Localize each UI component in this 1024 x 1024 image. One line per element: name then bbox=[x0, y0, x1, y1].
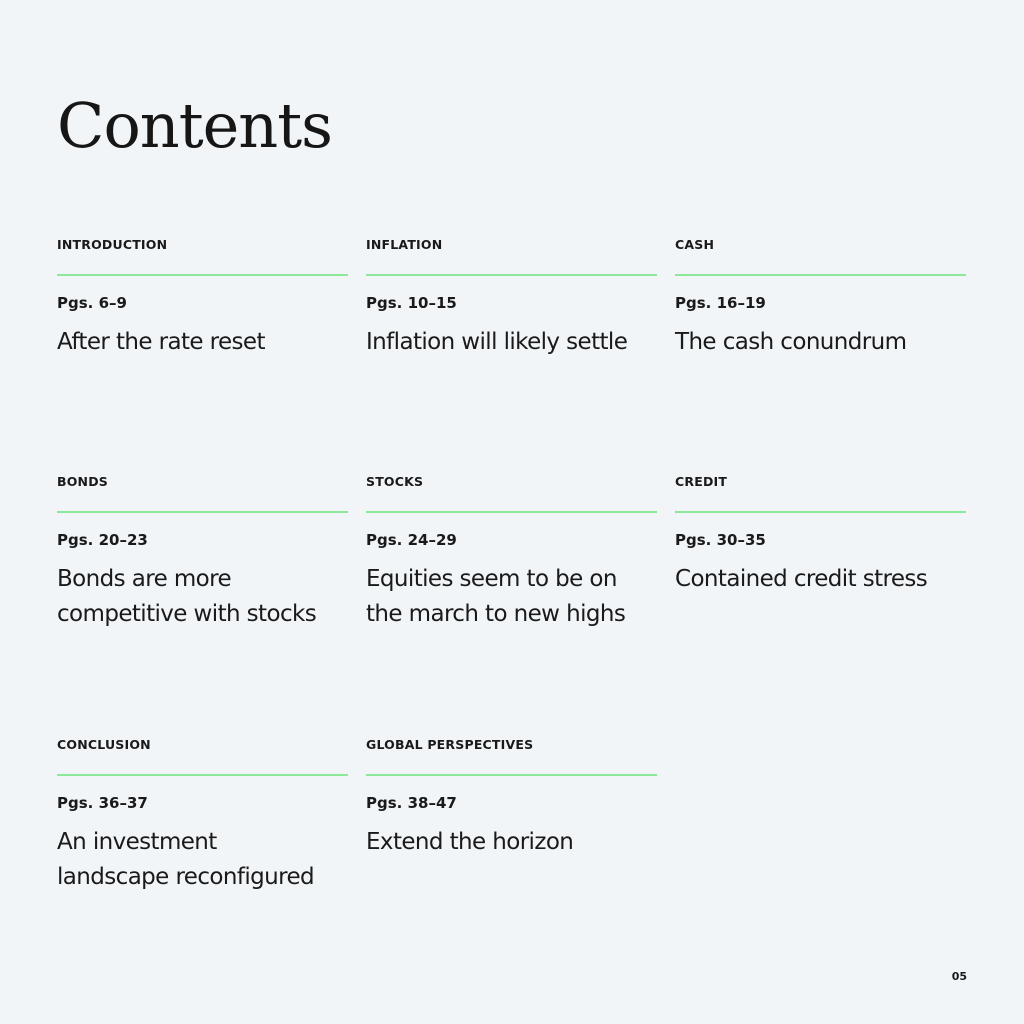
section-label: STOCKS bbox=[366, 474, 424, 489]
page-number: 05 bbox=[951, 970, 967, 983]
page-range: Pgs. 24–29 bbox=[366, 531, 457, 549]
toc-entry-conclusion[interactable] bbox=[57, 735, 348, 895]
entry-headline: The cash conundrum bbox=[675, 329, 907, 355]
toc-entry-global-perspectives[interactable] bbox=[366, 735, 657, 860]
section-label: CASH bbox=[675, 237, 715, 252]
page-range: Pgs. 16–19 bbox=[675, 294, 766, 312]
section-label: CREDIT bbox=[675, 474, 728, 489]
section-label: INTRODUCTION bbox=[57, 237, 168, 252]
page-range: Pgs. 30–35 bbox=[675, 531, 766, 549]
divider-rule bbox=[366, 511, 657, 513]
page-range: Pgs. 38–47 bbox=[366, 794, 457, 812]
page-title: Contents bbox=[57, 89, 332, 162]
divider-rule bbox=[366, 274, 657, 276]
section-label: CONCLUSION bbox=[57, 737, 151, 752]
toc-entry-cash[interactable] bbox=[675, 235, 966, 360]
divider-rule bbox=[57, 511, 348, 513]
toc-entry-bonds[interactable] bbox=[57, 472, 348, 632]
divider-rule bbox=[57, 274, 348, 276]
toc-entry-introduction[interactable] bbox=[57, 235, 348, 360]
page-range: Pgs. 10–15 bbox=[366, 294, 457, 312]
entry-headline: Contained credit stress bbox=[675, 566, 928, 592]
divider-rule bbox=[675, 274, 966, 276]
section-label: BONDS bbox=[57, 474, 108, 489]
entry-headline: Bonds are more competitive with stocks bbox=[57, 566, 317, 627]
toc-entry-inflation[interactable] bbox=[366, 235, 657, 360]
toc-entry-credit[interactable] bbox=[675, 472, 966, 597]
page-range: Pgs. 20–23 bbox=[57, 531, 148, 549]
page-range: Pgs. 36–37 bbox=[57, 794, 148, 812]
entry-headline: An investment landscape reconfigured bbox=[57, 829, 315, 890]
entry-headline: Extend the horizon bbox=[366, 829, 574, 855]
section-label: INFLATION bbox=[366, 237, 443, 252]
divider-rule bbox=[366, 774, 657, 776]
entry-headline: Equities seem to be on the march to new highs bbox=[366, 566, 626, 627]
page-range: Pgs. 6–9 bbox=[57, 294, 127, 312]
divider-rule bbox=[57, 774, 348, 776]
entry-headline: After the rate reset bbox=[57, 329, 265, 355]
section-label: GLOBAL PERSPECTIVES bbox=[366, 737, 534, 752]
divider-rule bbox=[675, 511, 966, 513]
toc-entry-stocks[interactable] bbox=[366, 472, 657, 632]
entry-headline: Inflation will likely settle bbox=[366, 329, 628, 355]
